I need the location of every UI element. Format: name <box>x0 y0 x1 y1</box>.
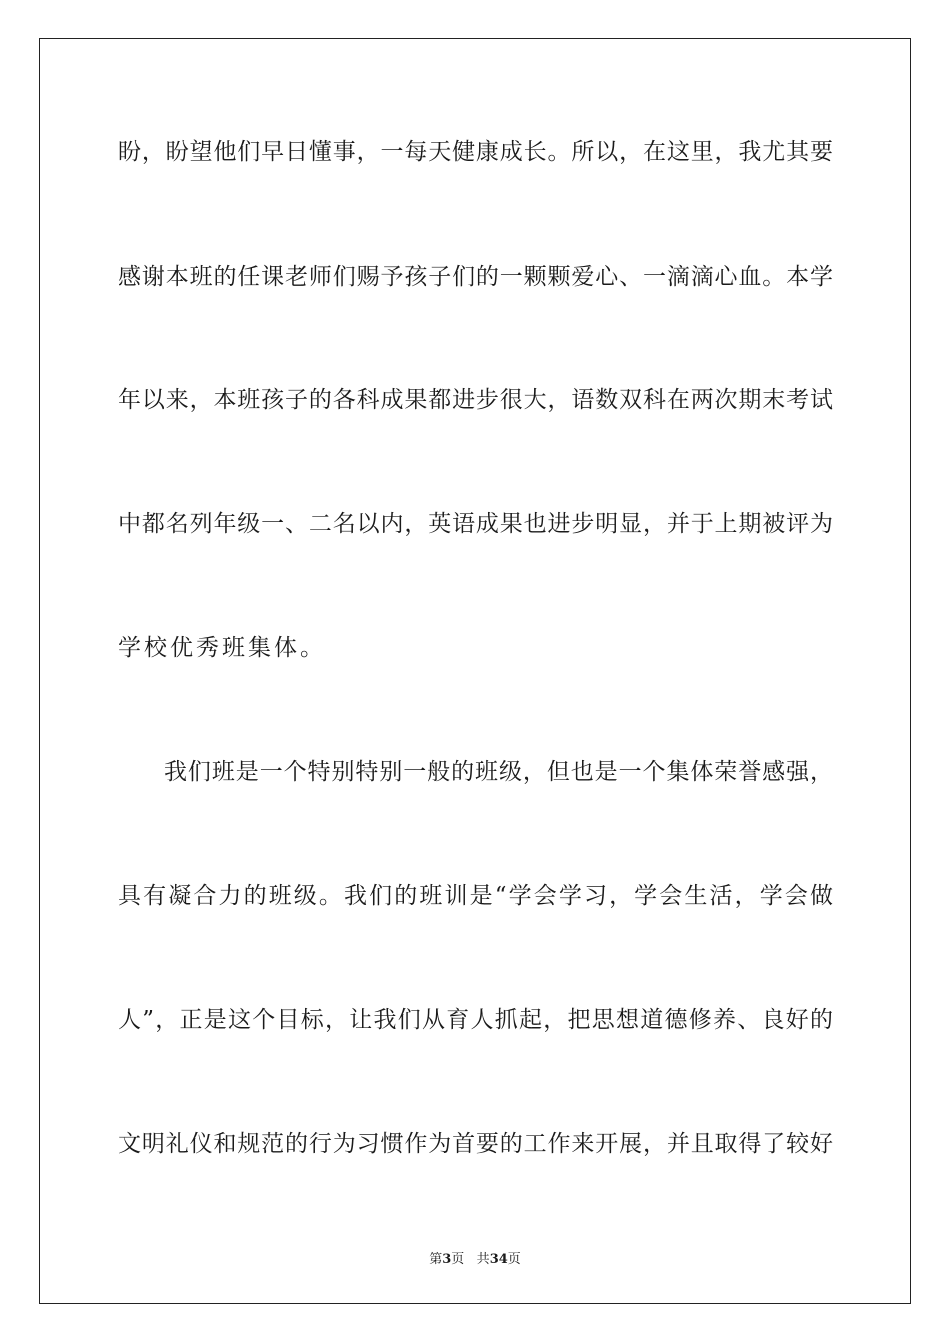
body-line-2: 感谢本班的任课老师们赐予孩子们的一颗颗爱心、一滴滴心血。本学 <box>118 264 833 290</box>
page-border <box>39 38 911 1304</box>
total-suffix: 页 <box>507 1252 521 1267</box>
body-line-3: 年以来，本班孩子的各科成果都进步很大，语数双科在两次期末考试 <box>118 387 833 413</box>
page-footer <box>0 1248 950 1267</box>
page-suffix: 页 <box>451 1252 465 1267</box>
body-line-8: 人”，正是这个目标，让我们从育人抓起，把思想道德修养、良好的 <box>118 1007 833 1033</box>
total-pages: 34 <box>489 1252 508 1267</box>
body-line-7: 具有凝合力的班级。我们的班训是“学会学习，学会生活，学会做 <box>118 883 833 909</box>
body-line-9: 文明礼仪和规范的行为习惯作为首要的工作来开展，并且取得了较好 <box>118 1131 833 1157</box>
body-line-5: 学校优秀班集体。 <box>118 635 326 661</box>
body-line-6: 我们班是一个特别特别一般的班级，但也是一个集体荣誉感强， <box>164 759 833 785</box>
total-prefix: 共 <box>476 1252 490 1267</box>
body-line-4: 中都名列年级一、二名以内，英语成果也进步明显，并于上期被评为 <box>118 511 833 537</box>
page-prefix: 第 <box>429 1252 443 1267</box>
body-line-1: 盼，盼望他们早日懂事，一每天健康成长。所以，在这里，我尤其要 <box>118 139 833 165</box>
page-number: 3 <box>442 1252 452 1267</box>
